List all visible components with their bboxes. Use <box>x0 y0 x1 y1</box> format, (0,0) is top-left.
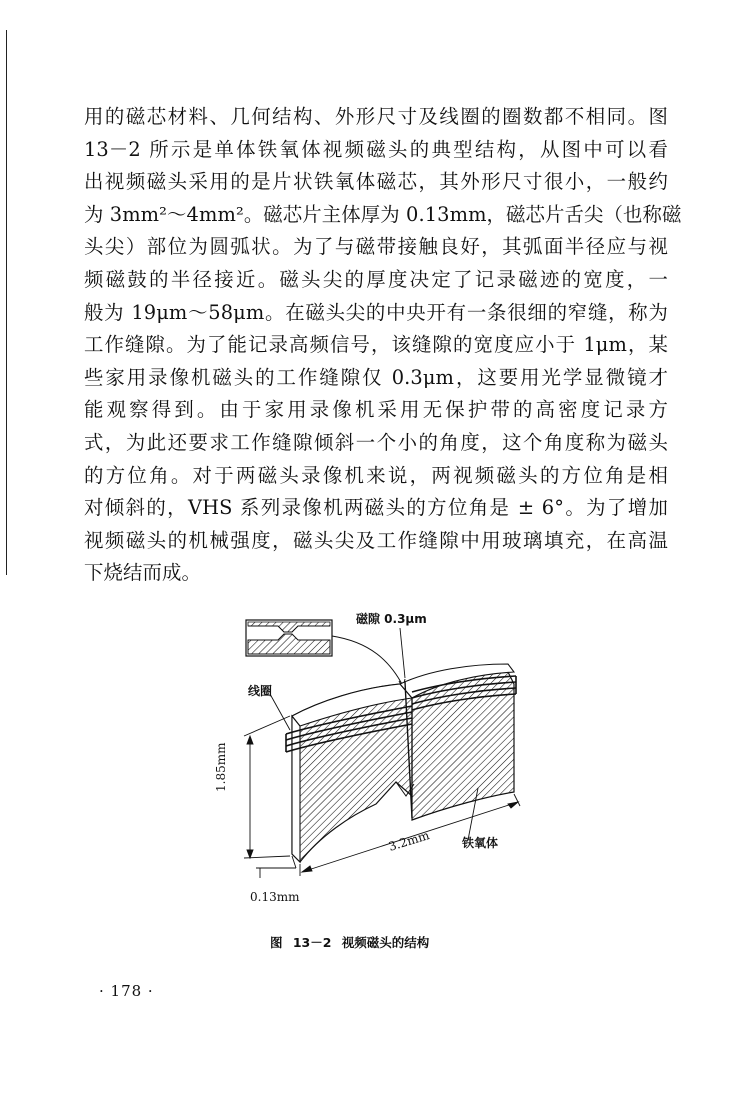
text-line: 下烧结而成。 <box>84 561 201 585</box>
text-line: 工作缝隙。为了能记录高频信号，该缝隙的宽度应小于 1μm，某 <box>84 333 668 357</box>
text-line: 般为 19μm～58μm。在磁头尖的中央开有一条很细的窄缝，称为 <box>84 300 668 324</box>
ferrite-label: 铁氧体 <box>462 836 499 850</box>
video-head-diagram <box>200 606 560 911</box>
thickness-label: 0.13mm <box>250 890 300 904</box>
figure-caption: 图 13－2 视频磁头的结构 <box>270 935 430 950</box>
text-line: 式，为此还要求工作缝隙倾斜一个小的角度，这个角度称为磁头 <box>84 430 668 454</box>
video-head-figure <box>200 606 560 911</box>
text-line: 能观察得到。由于家用录像机采用无保护带的高密度记录方 <box>84 398 668 422</box>
text-line: 的方位角。对于两磁头录像机来说，两视频磁头的方位角是相 <box>84 463 668 487</box>
text-line: 出视频磁头采用的是片状铁氧体磁芯，其外形尺寸很小，一般约 <box>84 170 668 194</box>
length-label: 3.2mm <box>386 828 431 854</box>
thickness-dimension <box>256 856 296 878</box>
height-dimension <box>244 716 290 858</box>
text-line: 些家用录像机磁头的工作缝隙仅 0.3μm，这要用光学显微镜才 <box>84 365 668 389</box>
text-line: 视频磁头的机械强度，磁头尖及工作缝隙中用玻璃填充，在高温 <box>84 528 668 552</box>
gap-magnified-inset <box>246 620 332 656</box>
text-line: 频磁鼓的半径接近。磁头尖的厚度决定了记录磁迹的宽度，一 <box>84 267 668 291</box>
page-margin-rule <box>6 30 7 575</box>
text-line: 头尖）部位为圆弧状。为了与磁带接触良好，其弧面半径应与视 <box>84 235 668 259</box>
gap-label: 磁隙 0.3μm <box>356 612 427 626</box>
left-ferrite-core <box>292 684 412 862</box>
page-number: · 178 · <box>99 982 154 1000</box>
text-line: 为 3mm²～4mm²。磁芯片主体厚为 0.13mm，磁芯片舌尖（也称磁 <box>84 202 682 226</box>
body-paragraph <box>84 101 682 590</box>
text-line: 13－2 所示是单体铁氧体视频磁头的典型结构，从图中可以看 <box>84 137 668 161</box>
coil-label: 线圈 <box>248 684 273 698</box>
inset-pointer <box>332 636 403 686</box>
text-line: 用的磁芯材料、几何结构、外形尺寸及线圈的圈数都不相同。图 <box>84 105 668 128</box>
height-label: 1.85mm <box>214 742 228 792</box>
text-line: 对倾斜的，VHS 系列录像机两磁头的方位角是 ± 6°。为了增加 <box>84 496 668 520</box>
